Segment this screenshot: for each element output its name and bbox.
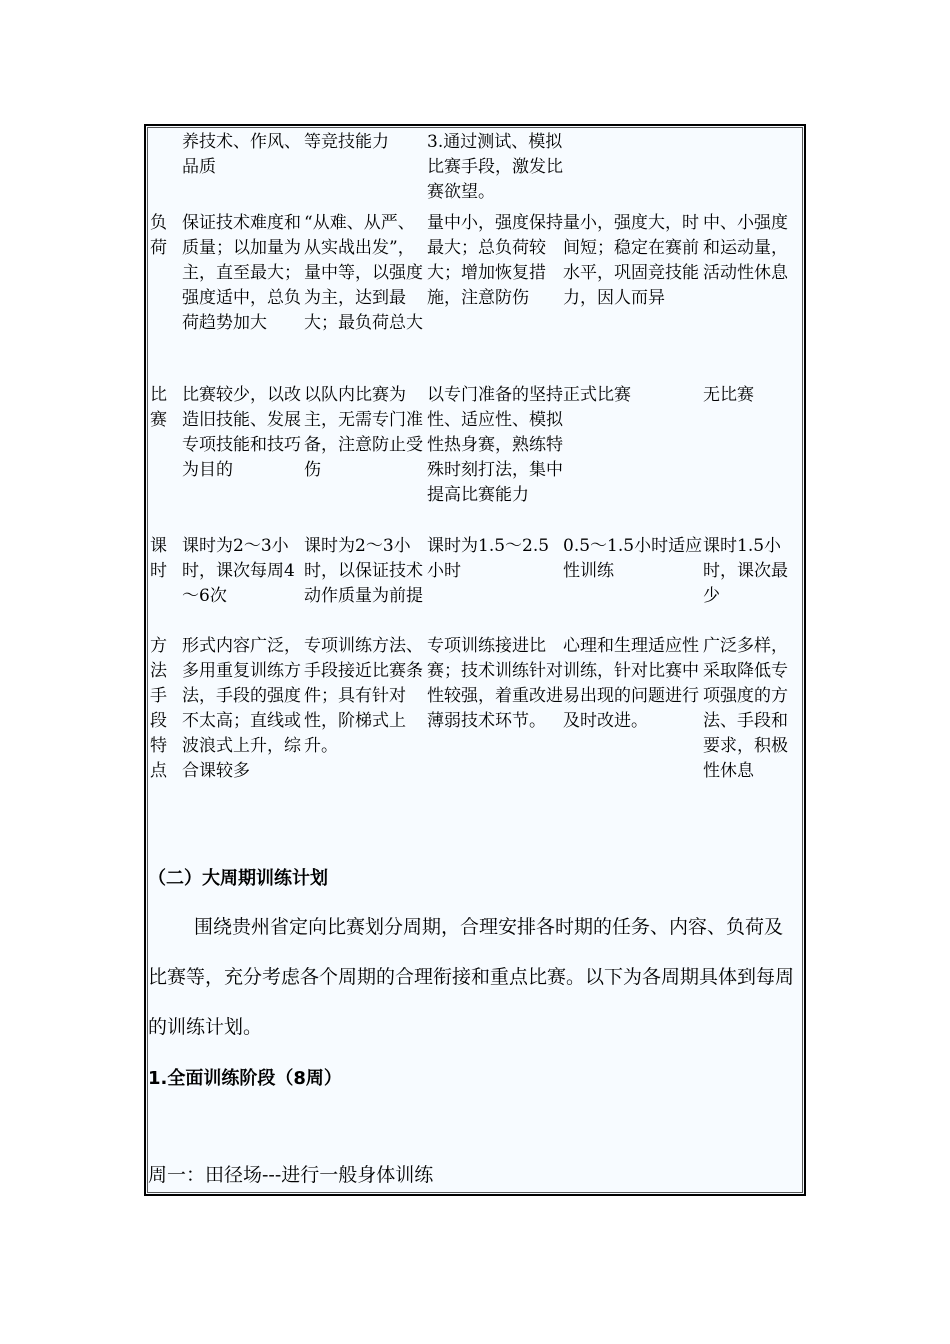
table-row — [148, 130, 803, 211]
table-cell: 等竞技能力 — [304, 132, 389, 152]
table-cell: 养技术、作风、品质 — [182, 132, 301, 177]
week-line: 周一：田径场---进行一般身体训练 — [148, 1164, 434, 1186]
table-cell: 以专门准备的坚持性、适应性、模拟性热身赛，熟练特殊时刻打法，集中提高比赛能力 — [427, 385, 563, 505]
intro-paragraph: 围绕贵州省定向比赛划分周期，合理安排各时期的任务、内容、负荷及比赛等，充分考虑各个周期的合理衔接和重点比赛。以下为各周期具体到每周的训练计划。 — [148, 916, 795, 1038]
table-cell: 以队内比赛为主，无需专门准备，注意防止受伤 — [304, 385, 423, 480]
table-cell: 正式比赛 — [563, 385, 631, 405]
table-cell: 形式内容广泛，多用重复训练方法，手段的强度不太高；直线或波浪式上升，综合课较多 — [182, 636, 301, 781]
row-label — [148, 130, 178, 211]
table-row — [148, 211, 803, 383]
training-plan-table — [148, 130, 803, 834]
table-cell: 课时1.5小时，课次最少 — [703, 536, 788, 606]
table-cell: 3.通过测试、模拟比赛手段，激发比赛欲望。 — [427, 132, 563, 202]
table-cell: 比赛较少，以改造旧技能、发展专项技能和技巧为目的 — [182, 385, 301, 480]
table-cell: 广泛多样，采取降低专项强度的方法、手段和要求，积极性休息 — [703, 636, 788, 781]
table-cell: 心理和生理适应性训练，针对比赛中易出现的问题进行及时改进。 — [563, 636, 699, 731]
row-label: 负荷 — [150, 213, 167, 258]
table-cell: 0.5～1.5小时适应性训练 — [563, 536, 703, 581]
row-label: 课时 — [150, 536, 167, 581]
table-cell: 中、小强度和运动量，活动性休息 — [703, 213, 788, 283]
document-frame — [144, 124, 806, 1196]
table-cell: 课时为1.5～2.5小时 — [427, 536, 550, 581]
table-cell: 课时为2～3小时，课次每周4～6次 — [182, 536, 295, 606]
table-row — [148, 383, 803, 534]
table-cell: “从难、从严、从实战出发”，量中等，以强度为主，达到最大；最负荷总大 — [304, 213, 423, 333]
table-row — [148, 634, 803, 834]
table-cell: 无比赛 — [703, 385, 754, 405]
phase-subheading: 1.全面训练阶段（8周） — [148, 1068, 342, 1089]
table-cell: 量中小，强度保持最大；总负荷较大；增加恢复措施，注意防伤 — [427, 213, 563, 308]
table-row — [148, 534, 803, 634]
row-label: 方法手段特点 — [150, 636, 167, 781]
section-heading: （二）大周期训练计划 — [148, 868, 328, 889]
row-label: 比赛 — [150, 385, 167, 430]
table-cell — [703, 130, 803, 211]
table-cell: 量小，强度大，时间短；稳定在赛前水平，巩固竞技能力，因人而异 — [563, 213, 699, 308]
training-plan-body — [148, 130, 803, 834]
table-cell: 课时为2～3小时，以保证技术动作质量为前提 — [304, 536, 423, 606]
table-cell: 保证技术难度和质量；以加量为主，直至最大；强度适中，总负荷趋势加大 — [182, 213, 301, 333]
table-cell: 专项训练方法、手段接近比赛条件；具有针对性，阶梯式上升。 — [304, 636, 423, 756]
table-cell: 专项训练接进比赛；技术训练针对性较强，着重改进薄弱技术环节。 — [427, 636, 563, 731]
table-cell — [563, 130, 703, 211]
